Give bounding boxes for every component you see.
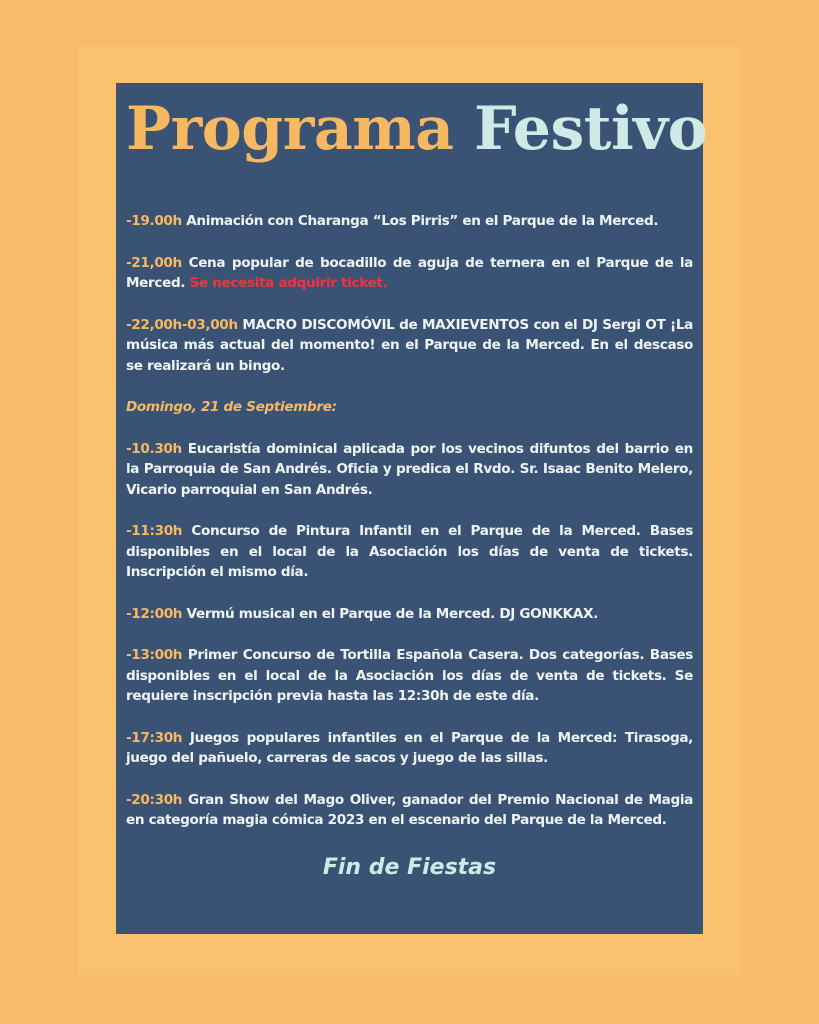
event-text: Juegos populares infantiles en el Parque de la Merced: Tirasoga, juego del pañuelo, carreras de sacos y juego de las sillas. <box>126 729 693 766</box>
event-time: -12:00h <box>126 605 183 622</box>
event-text: Vermú musical en el Parque de la Merced. DJ GONKKAX. <box>186 605 598 622</box>
closing-text: Fin de Fiestas <box>322 854 497 880</box>
ticket-note: Se necesita adquirir ticket. <box>189 275 388 291</box>
day-heading: Domingo, 21 de Septiembre: <box>126 399 337 415</box>
event-text: Eucaristía dominical aplicada por los vecinos difuntos del barrio en la Parroquia de San Andrés. Oficia y predica el Rvdo. Sr. Isaac Benito Melero, Vicario parroquial en San Andrés. <box>126 440 693 498</box>
event-item <box>126 439 693 501</box>
title-word-festivo: Festivo <box>473 94 708 164</box>
event-time: -19.00h <box>126 213 182 229</box>
event-item <box>126 790 693 831</box>
event-item <box>126 645 693 707</box>
event-text: Primer Concurso de Tortilla Española Casera. Dos categorías. Bases disponibles en el local de la Asociación los días de venta de tickets. Se requiere inscripción previa hasta las 12:30h de este día. <box>126 647 693 704</box>
event-text: Concurso de Pintura Infantil en el Parque de la Merced. Bases disponibles en el local de la Asociación los días de venta de tickets. Inscripción el mismo día. <box>126 523 693 580</box>
page-title <box>126 87 708 171</box>
event-time: -21,00h <box>126 254 182 271</box>
event-time: -17:30h <box>126 729 183 746</box>
event-item <box>126 604 693 625</box>
event-item <box>126 253 693 294</box>
event-list <box>126 211 693 831</box>
program-panel <box>116 83 708 934</box>
title-word-programa: Programa <box>126 94 454 164</box>
event-item <box>126 211 693 232</box>
event-item <box>126 315 693 377</box>
event-item <box>126 728 693 769</box>
event-text: MACRO DISCOMÓVIL de MAXIEVENTOS con el DJ Sergi OT ¡La música más actual del momento! en el Parque de la Merced. En el descaso se realizará un bingo. <box>126 316 693 374</box>
event-text: Gran Show del Mago Oliver, ganador del Premio Nacional de Magia en categoría magia cómica 2023 en el escenario del Parque de la Merced. <box>126 791 693 828</box>
event-time: -13:00h <box>126 647 183 663</box>
event-item <box>126 521 693 583</box>
event-time: -11:30h <box>126 523 183 539</box>
event-time: -20:30h <box>126 791 183 808</box>
event-time: -22,00h-03,00h <box>126 316 238 333</box>
event-text: Animación con Charanga “Los Pirris” en el Parque de la Merced. <box>186 213 659 229</box>
event-text: Cena popular de bocadillo de aguja de ternera en el Parque de la Merced. <box>126 254 693 291</box>
event-time: -10.30h <box>126 440 182 457</box>
